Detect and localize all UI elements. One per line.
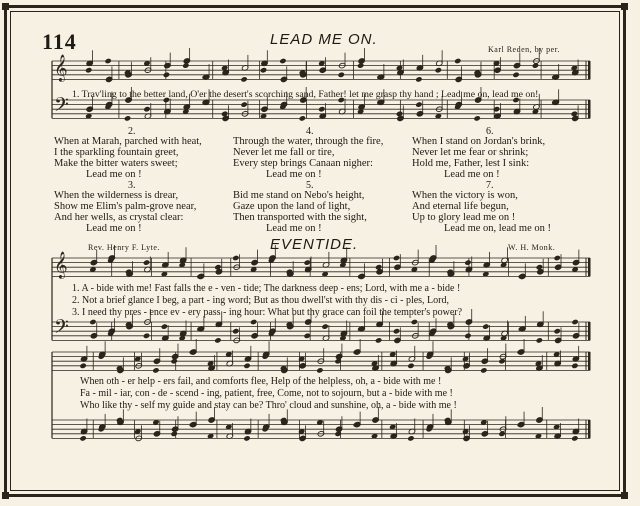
note-head (170, 431, 177, 437)
note-head (250, 319, 257, 325)
note-head (79, 435, 86, 441)
note-head (532, 62, 539, 68)
verse-line: Lead me on ! (86, 223, 142, 234)
hymn-title-eventide: EVENTIDE. (270, 236, 359, 253)
note-head (407, 363, 414, 369)
note-head (415, 76, 422, 82)
page-number: 114 (42, 29, 77, 54)
note-head (512, 72, 519, 78)
verse-number: 2. (128, 126, 136, 137)
verse-number: 5. (306, 180, 314, 191)
note-head (170, 358, 177, 364)
verse-line: Lead me on, lead me on ! (444, 223, 551, 234)
note-head (571, 363, 578, 369)
note-head (464, 259, 471, 265)
verse-line: Lead me on ! (444, 169, 500, 180)
note-head (152, 367, 159, 373)
verse-line: Then transported with the sight, (233, 212, 367, 223)
final-barline (588, 420, 591, 438)
note-head (182, 62, 189, 68)
hymn-lyric-line: 3. I need thy pres - ence ev - ery pass - ing hour: What but thy grace can foil the tempter's power? (72, 307, 463, 318)
hymn-lyric-line: 2. Not a brief glance I beg, a part - ing word; But as thou dwell'st with thy dis - ci - ples, Lord, (72, 295, 449, 306)
verse-line: Never let me fear or shrink; (412, 147, 529, 158)
bass-clef: 𝄢 (54, 316, 69, 343)
verse-number: 4. (306, 126, 314, 137)
note-head (454, 58, 461, 64)
hymn-composer-credit: Karl Reden, by per. (488, 45, 560, 54)
note-head (357, 62, 364, 68)
final-barline (588, 61, 591, 79)
verse-line: Make the bitter waters sweet; (54, 158, 178, 169)
note-head (143, 106, 150, 112)
bass-clef: 𝄢 (54, 94, 69, 121)
hymn-composer-credit: W. H. Monk. (508, 243, 556, 252)
verse-line: Lead me on ! (86, 169, 142, 180)
note-head (163, 72, 170, 78)
note-head (375, 337, 382, 343)
verse-line: When at Marah, parched with heat, (54, 136, 202, 147)
verse-line: I the sparkling fountain greet, (54, 147, 179, 158)
verse-number: 7. (486, 180, 494, 191)
note-head (243, 435, 250, 441)
note-head (554, 328, 561, 334)
note-head (464, 333, 471, 339)
note-head (143, 333, 150, 339)
verse-line: Lead me on ! (266, 169, 322, 180)
hymn-title-lead-me-on: LEAD ME ON. (270, 31, 378, 48)
treble-clef: 𝄞 (54, 55, 68, 82)
note-head (260, 67, 267, 73)
note-head (435, 67, 442, 73)
note-head (299, 115, 306, 121)
note-head (571, 435, 578, 441)
hymn-lyric-line: When oth - er help - ers fail, and comforts flee, Help of the helpless, oh, a - bide with me ! (80, 376, 442, 387)
note-head (498, 431, 505, 437)
verse-line: Every step brings Canaan nigher: (233, 158, 373, 169)
treble-clef: 𝄞 (54, 252, 68, 279)
note-head (279, 58, 286, 64)
verse-number: 6. (486, 126, 494, 137)
note-head (473, 115, 480, 121)
verse-line: Lead me on ! (266, 223, 322, 234)
verse-line: Through the water, through the fire, (233, 136, 384, 147)
hymn-author-credit: Rev. Henry F. Lyte. (88, 243, 160, 252)
note-head (321, 323, 328, 329)
note-head (407, 435, 414, 441)
note-head (79, 363, 86, 369)
note-head (480, 367, 487, 373)
note-head (411, 319, 418, 325)
verse-line: When the victory is won, (412, 190, 518, 201)
hymn-lyric-line: 1. A - bide with me! Fast falls the e - ven - tide; The darkness deep - ens; Lord, with me a - bide ! (72, 283, 461, 294)
note-head (161, 323, 168, 329)
note-head (124, 115, 131, 121)
verse-line: Up to glory lead me on ! (412, 212, 516, 223)
note-head (316, 367, 323, 373)
note-head (85, 67, 92, 73)
verse-line: Never let me fall or tire, (233, 147, 335, 158)
note-head (393, 328, 400, 334)
note-head (214, 337, 221, 343)
note-head (143, 259, 150, 265)
verse-line: Gaze upon the land of light, (233, 201, 351, 212)
hymn-lyric-line: Fa - mil - iar, con - de - scend - ing, patient, free, Come, not to sojourn, but a - bide with me ! (80, 388, 453, 399)
final-barline (588, 100, 591, 118)
verse-line: Show me Elim's palm-grove near, (54, 201, 197, 212)
verse-line: When the wilderness is drear, (54, 190, 179, 201)
verse-line: And eternal life begun, (412, 201, 509, 212)
verse-line: Bid me stand on Nebo's height, (233, 190, 365, 201)
final-barline (588, 258, 591, 276)
note-head (243, 363, 250, 369)
final-barline (588, 352, 591, 370)
note-head (498, 358, 505, 364)
note-head (240, 76, 247, 82)
note-head (393, 255, 400, 261)
hymn-verse-1-lyric: 1. Trav'ling to the better land, O'er the desert's scorching sand, Father! let me grasp thy hand ; Lead me on, lead me on! (72, 89, 539, 100)
final-barline (588, 322, 591, 340)
note-head (240, 101, 247, 107)
note-head (554, 255, 561, 261)
note-head (89, 319, 96, 325)
note-head (571, 319, 578, 325)
verse-number: 3. (128, 180, 136, 191)
note-head (232, 328, 239, 334)
note-head (415, 101, 422, 107)
verse-line: And her wells, as crystal clear: (54, 212, 184, 223)
note-head (338, 72, 345, 78)
note-head (232, 255, 239, 261)
hymn-lyric-line: Who like thy - self my guide and stay can be? Thro' cloud and sunshine, oh, a - bide with me ! (80, 400, 457, 411)
verse-line: When I stand on Jordan's brink, (412, 136, 546, 147)
note-head (536, 337, 543, 343)
note-head (318, 106, 325, 112)
note-head (104, 58, 111, 64)
verse-line: Hold me, Father, lest I sink: (412, 158, 530, 169)
note-head (482, 323, 489, 329)
